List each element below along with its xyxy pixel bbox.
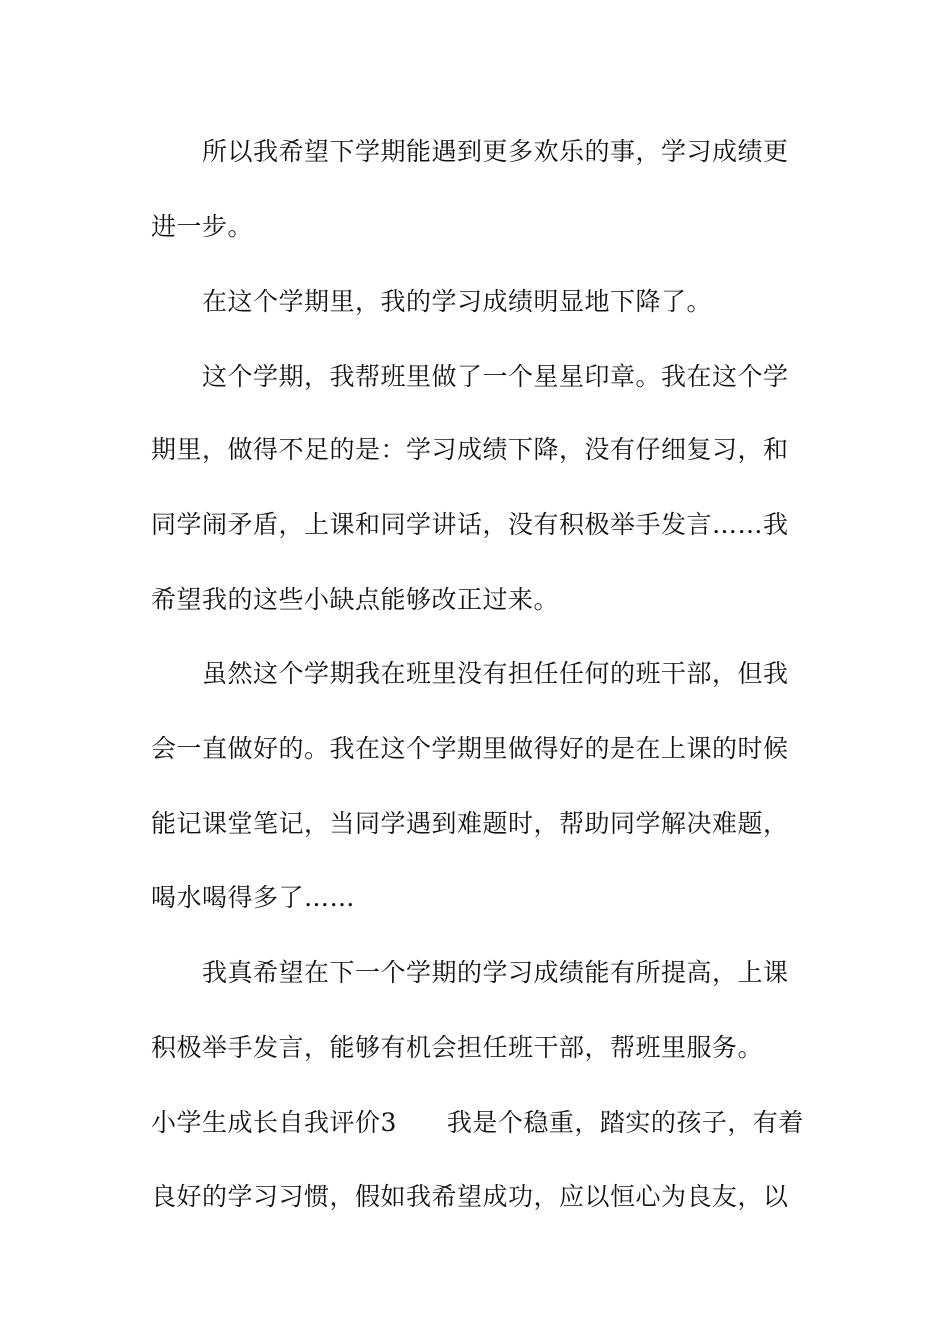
- paragraph-line: 进一步。: [151, 212, 254, 241]
- paragraph-line: 期里，做得不足的是：学习成绩下降，没有仔细复习，和: [151, 435, 789, 464]
- section-heading: 小学生成长自我评价3: [151, 1108, 397, 1137]
- paragraph-line: 能记课堂笔记，当同学遇到难题时，帮助同学解决难题，: [151, 809, 789, 838]
- section-first-line: 我是个稳重，踏实的孩子，有着: [446, 1108, 804, 1137]
- paragraph-line: 所以我希望下学期能遇到更多欢乐的事，学习成绩更: [202, 137, 789, 166]
- paragraph-line: 积极举手发言，能够有机会担任班干部，帮班里服务。: [151, 1033, 764, 1062]
- paragraph-line: 喝水喝得多了……: [151, 883, 356, 912]
- paragraph-line: 我真希望在下一个学期的学习成绩能有所提高，上课: [202, 958, 789, 987]
- paragraph-line: 希望我的这些小缺点能够改正过来。: [151, 585, 560, 614]
- paragraph-line: 虽然这个学期我在班里没有担任任何的班干部，但我: [202, 659, 789, 688]
- paragraph-line: 良好的学习习惯，假如我希望成功，应以恒心为良友，以: [151, 1182, 789, 1211]
- paragraph-line: 会一直做好的。我在这个学期里做得好的是在上课的时候: [151, 734, 789, 763]
- paragraph-line: 在这个学期里，我的学习成绩明显地下降了。: [202, 287, 713, 316]
- paragraph-line: 这个学期，我帮班里做了一个星星印章。我在这个学: [202, 362, 789, 391]
- section-heading-line: [151, 1108, 804, 1138]
- paragraph-line: 同学闹矛盾，上课和同学讲话，没有积极举手发言……我: [151, 510, 789, 539]
